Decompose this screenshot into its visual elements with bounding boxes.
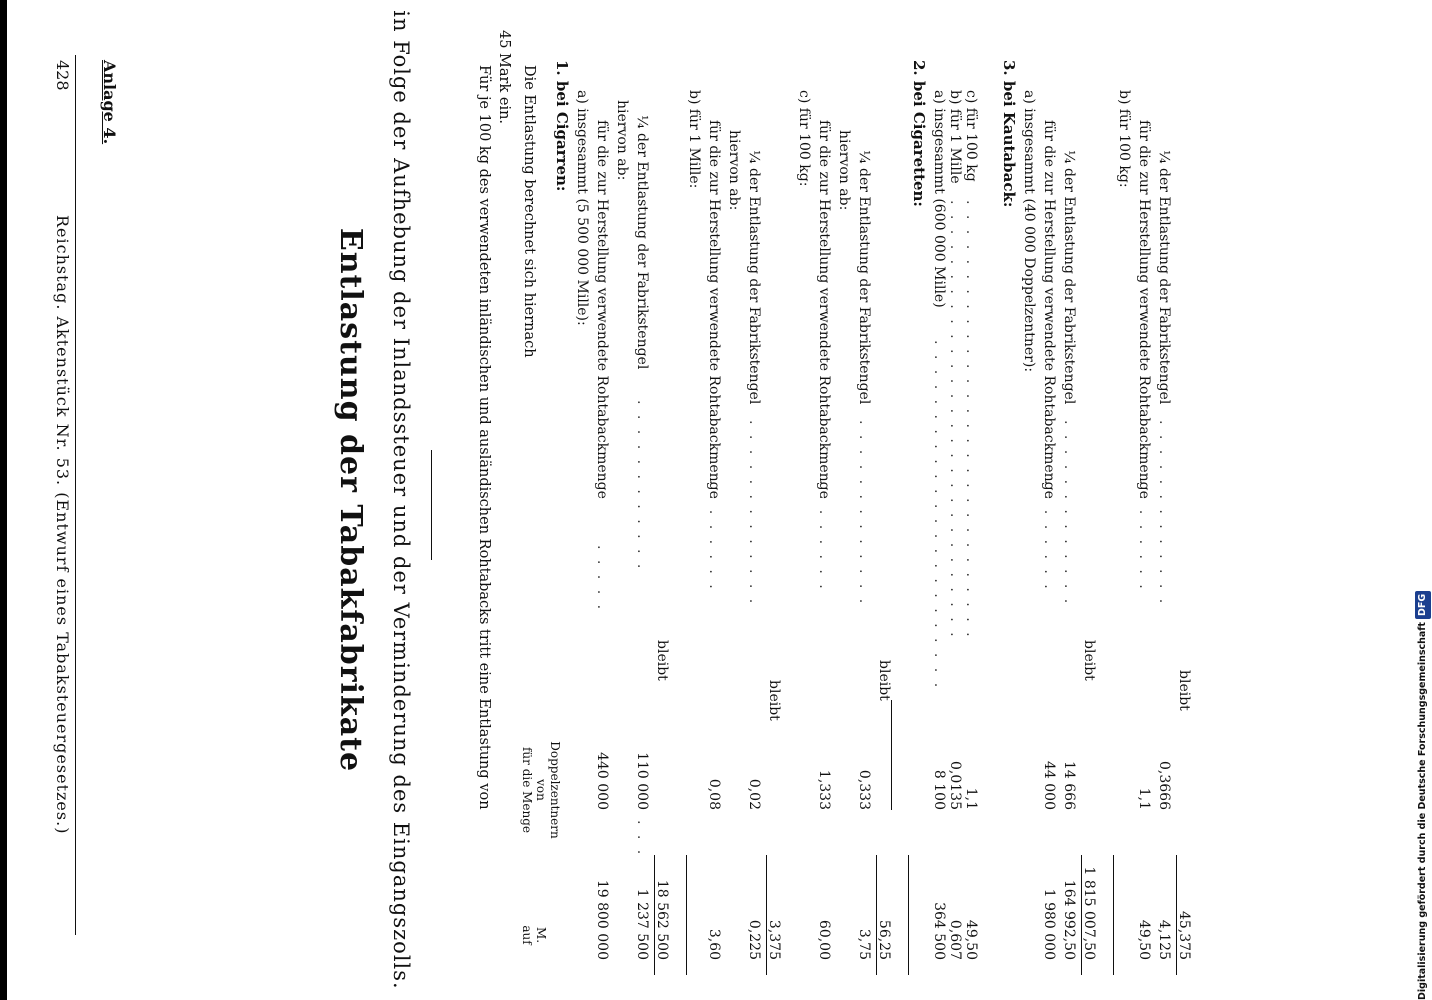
s1-a2-betrag: 1 237 500 <box>634 888 650 960</box>
s1-a1-label: für die zur Herstellung verwendete Rohtabackmenge <box>594 120 610 499</box>
footer-text: Digitalisierung gefördert durch die Deutsche Forschungsgemeinschaft <box>1417 622 1428 1000</box>
s1-b1-menge: 0,08 <box>706 778 722 810</box>
col-header-menge-3: Doppelzentnern <box>548 741 562 839</box>
dot-leader: . . . . . . . . . . . . . . . . . . . . . . . . . . . . . . <box>947 200 963 640</box>
s2-a-menge: 8 100 <box>931 769 947 810</box>
s1-hiervon: hiervon ab: <box>614 100 630 181</box>
intro-line-1: Für je 100 kg des verwendeten inländischen und ausländischen Rohtabacks tritt eine Entlastung von <box>476 65 492 810</box>
total-rule <box>908 855 909 975</box>
annex-label: Anlage 4. <box>100 60 119 145</box>
s3-b-heading: b) für 100 kg: <box>1116 90 1132 188</box>
dot-leader: . . . . . . . . . . . . . . . . . . . . . . . . <box>931 340 947 691</box>
s1-b-heading: b) für 1 Mille: <box>686 90 702 189</box>
bleibt-label: bleibt <box>654 640 670 681</box>
section-1-heading: 1. bei Cigarren: <box>553 60 571 192</box>
s1-b2-menge: 0,02 <box>746 778 762 810</box>
col-header-mark: M. <box>534 926 548 944</box>
s1-a2-menge: 110 000 <box>634 752 650 810</box>
dot-leader: . . . . . . . . <box>1136 480 1152 592</box>
header-rule <box>75 55 76 935</box>
dot-leader: . . . . . . . . <box>706 480 722 592</box>
page-title: Entlastung der Tabakfabrikate <box>333 227 368 773</box>
s1-c1-betrag: 60,00 <box>816 919 832 960</box>
col-header-menge-1: für die Menge <box>520 746 534 834</box>
s3-b1-betrag: 49,50 <box>1136 919 1152 960</box>
s2-b-label: b) für 1 Mille <box>947 90 963 184</box>
dot-leader: . . . <box>634 820 650 858</box>
s2-b-menge: 0,0135 <box>947 761 963 810</box>
s2-c-label: c) für 100 kg <box>963 90 979 182</box>
s2-c-betrag: 49,50 <box>963 919 979 960</box>
s1-b-hiervon: hiervon ab: <box>726 130 742 211</box>
page-number: 428 <box>53 60 72 91</box>
s2-a-label: a) insgesammt (600 000 Mille) <box>931 90 947 308</box>
s3-b1-menge: 1,1 <box>1136 787 1152 810</box>
s3-b2-label: ¼ der Entlastung der Fabrikstengel <box>1156 150 1172 405</box>
dot-leader: . . . . . . . . . . . . <box>634 400 650 572</box>
s3-a2-betrag: 164 992,50 <box>1061 879 1077 960</box>
s3-a1-menge: 44 000 <box>1041 761 1057 810</box>
s1-c1-label: für die zur Herstellung verwendete Rohtabackmenge <box>816 120 832 499</box>
title-rule <box>431 450 432 560</box>
s3-a1-betrag: 1 980 000 <box>1041 888 1057 960</box>
s1-a1-menge: 440 000 <box>594 752 610 810</box>
col-header-menge-2: von <box>534 779 548 801</box>
s1-c2-label: ¼ der Entlastung der Fabrikstengel <box>856 150 872 405</box>
section-3-heading: 3. bei Kautaback: <box>1000 60 1018 208</box>
dot-leader: . . . . . . . . . . . . . . . . . . . . . . . . . . . . . . <box>963 200 979 640</box>
s1-c2-betrag: 3,75 <box>856 928 872 960</box>
dot-leader: . . . . . . . . . . . . . <box>1061 420 1077 607</box>
intro-line-2: 45 Mark ein. <box>496 30 512 125</box>
running-header: Reichstag. Aktenstück Nr. 53. (Entwurf eines Tabaksteuergesetzes.) <box>53 215 72 835</box>
dfg-logo: DFG <box>1415 591 1431 619</box>
bleibt-label: bleibt <box>1176 670 1192 711</box>
s1-a1-betrag: 19 800 000 <box>594 879 610 960</box>
s1-c-heading: c) für 100 kg: <box>796 90 812 187</box>
menge-rule <box>891 700 892 810</box>
intro-line-3: Die Entlastung berechnet sich hiernach <box>521 65 537 358</box>
col-header-auf: auf <box>520 925 534 945</box>
s1-a-heading: a) insgesammt (5 500 000 Mille): <box>574 90 590 326</box>
dot-leader: . . . . . . . . . . . . . <box>856 420 872 607</box>
dot-leader: . . . . . . . . <box>816 480 832 592</box>
s1-c-hiervon: hiervon ab: <box>836 130 852 211</box>
s3-a-hiervon: ¼ der Entlastung der Fabrikstengel <box>1061 150 1077 405</box>
s1-c2-menge: 0,333 <box>856 769 872 810</box>
s3-b2-menge: 0,3666 <box>1156 761 1172 810</box>
dfg-footer <box>1412 593 1432 1000</box>
s1-b1-betrag: 3,60 <box>706 928 722 960</box>
s1-b2-label: ¼ der Entlastung der Fabrikstengel <box>746 150 762 405</box>
total-rule <box>686 855 687 975</box>
page-subtitle: in Folge der Aufhebung der Inlandssteuer und der Verminderung des Eingangszolls. <box>389 10 413 990</box>
s3-b-total: 45,375 <box>1176 911 1192 960</box>
s2-c-menge: 1,1 <box>963 787 979 810</box>
dot-leader: . . . . . . . . . . . . . <box>1156 420 1172 607</box>
s2-a-betrag: 364 500 <box>931 902 947 960</box>
s3-a-total: 1 815 007,50 <box>1081 866 1097 960</box>
bleibt-label: bleibt <box>1081 640 1097 681</box>
s1-b-total: 3,375 <box>766 919 782 960</box>
s3-a1-label: für die zur Herstellung verwendete Rohtabackmenge <box>1041 120 1057 499</box>
s3-b1-label: für die zur Herstellung verwendete Rohtabackmenge <box>1136 120 1152 499</box>
s1-b1-label: für die zur Herstellung verwendete Rohtabackmenge <box>706 120 722 499</box>
dot-leader: . . . . . <box>594 545 610 613</box>
section-2-heading: 2. bei Cigaretten: <box>910 60 928 207</box>
dot-leader: . . . . . . . . <box>1041 480 1057 592</box>
s3-b2-betrag: 4,125 <box>1156 919 1172 960</box>
total-rule <box>1113 855 1114 975</box>
dot-leader: . . . . . . . . . . . . . <box>746 420 762 607</box>
s1-a-total: 18 562 500 <box>654 879 670 960</box>
s1-b2-betrag: 0,225 <box>746 919 762 960</box>
bleibt-label: bleibt <box>766 680 782 721</box>
s2-b-betrag: 0,607 <box>947 919 963 960</box>
s1-c1-menge: 1,333 <box>816 769 832 810</box>
s3-a2-menge: 14 666 <box>1061 761 1077 810</box>
bleibt-label: bleibt <box>876 660 892 701</box>
s1-c-total: 56,25 <box>876 919 892 960</box>
s1-a2-label: ¼ der Entlastung der Fabrikstengel <box>634 115 650 370</box>
s3-a-heading: a) insgesammt (40 000 Doppelzentner): <box>1021 90 1037 373</box>
